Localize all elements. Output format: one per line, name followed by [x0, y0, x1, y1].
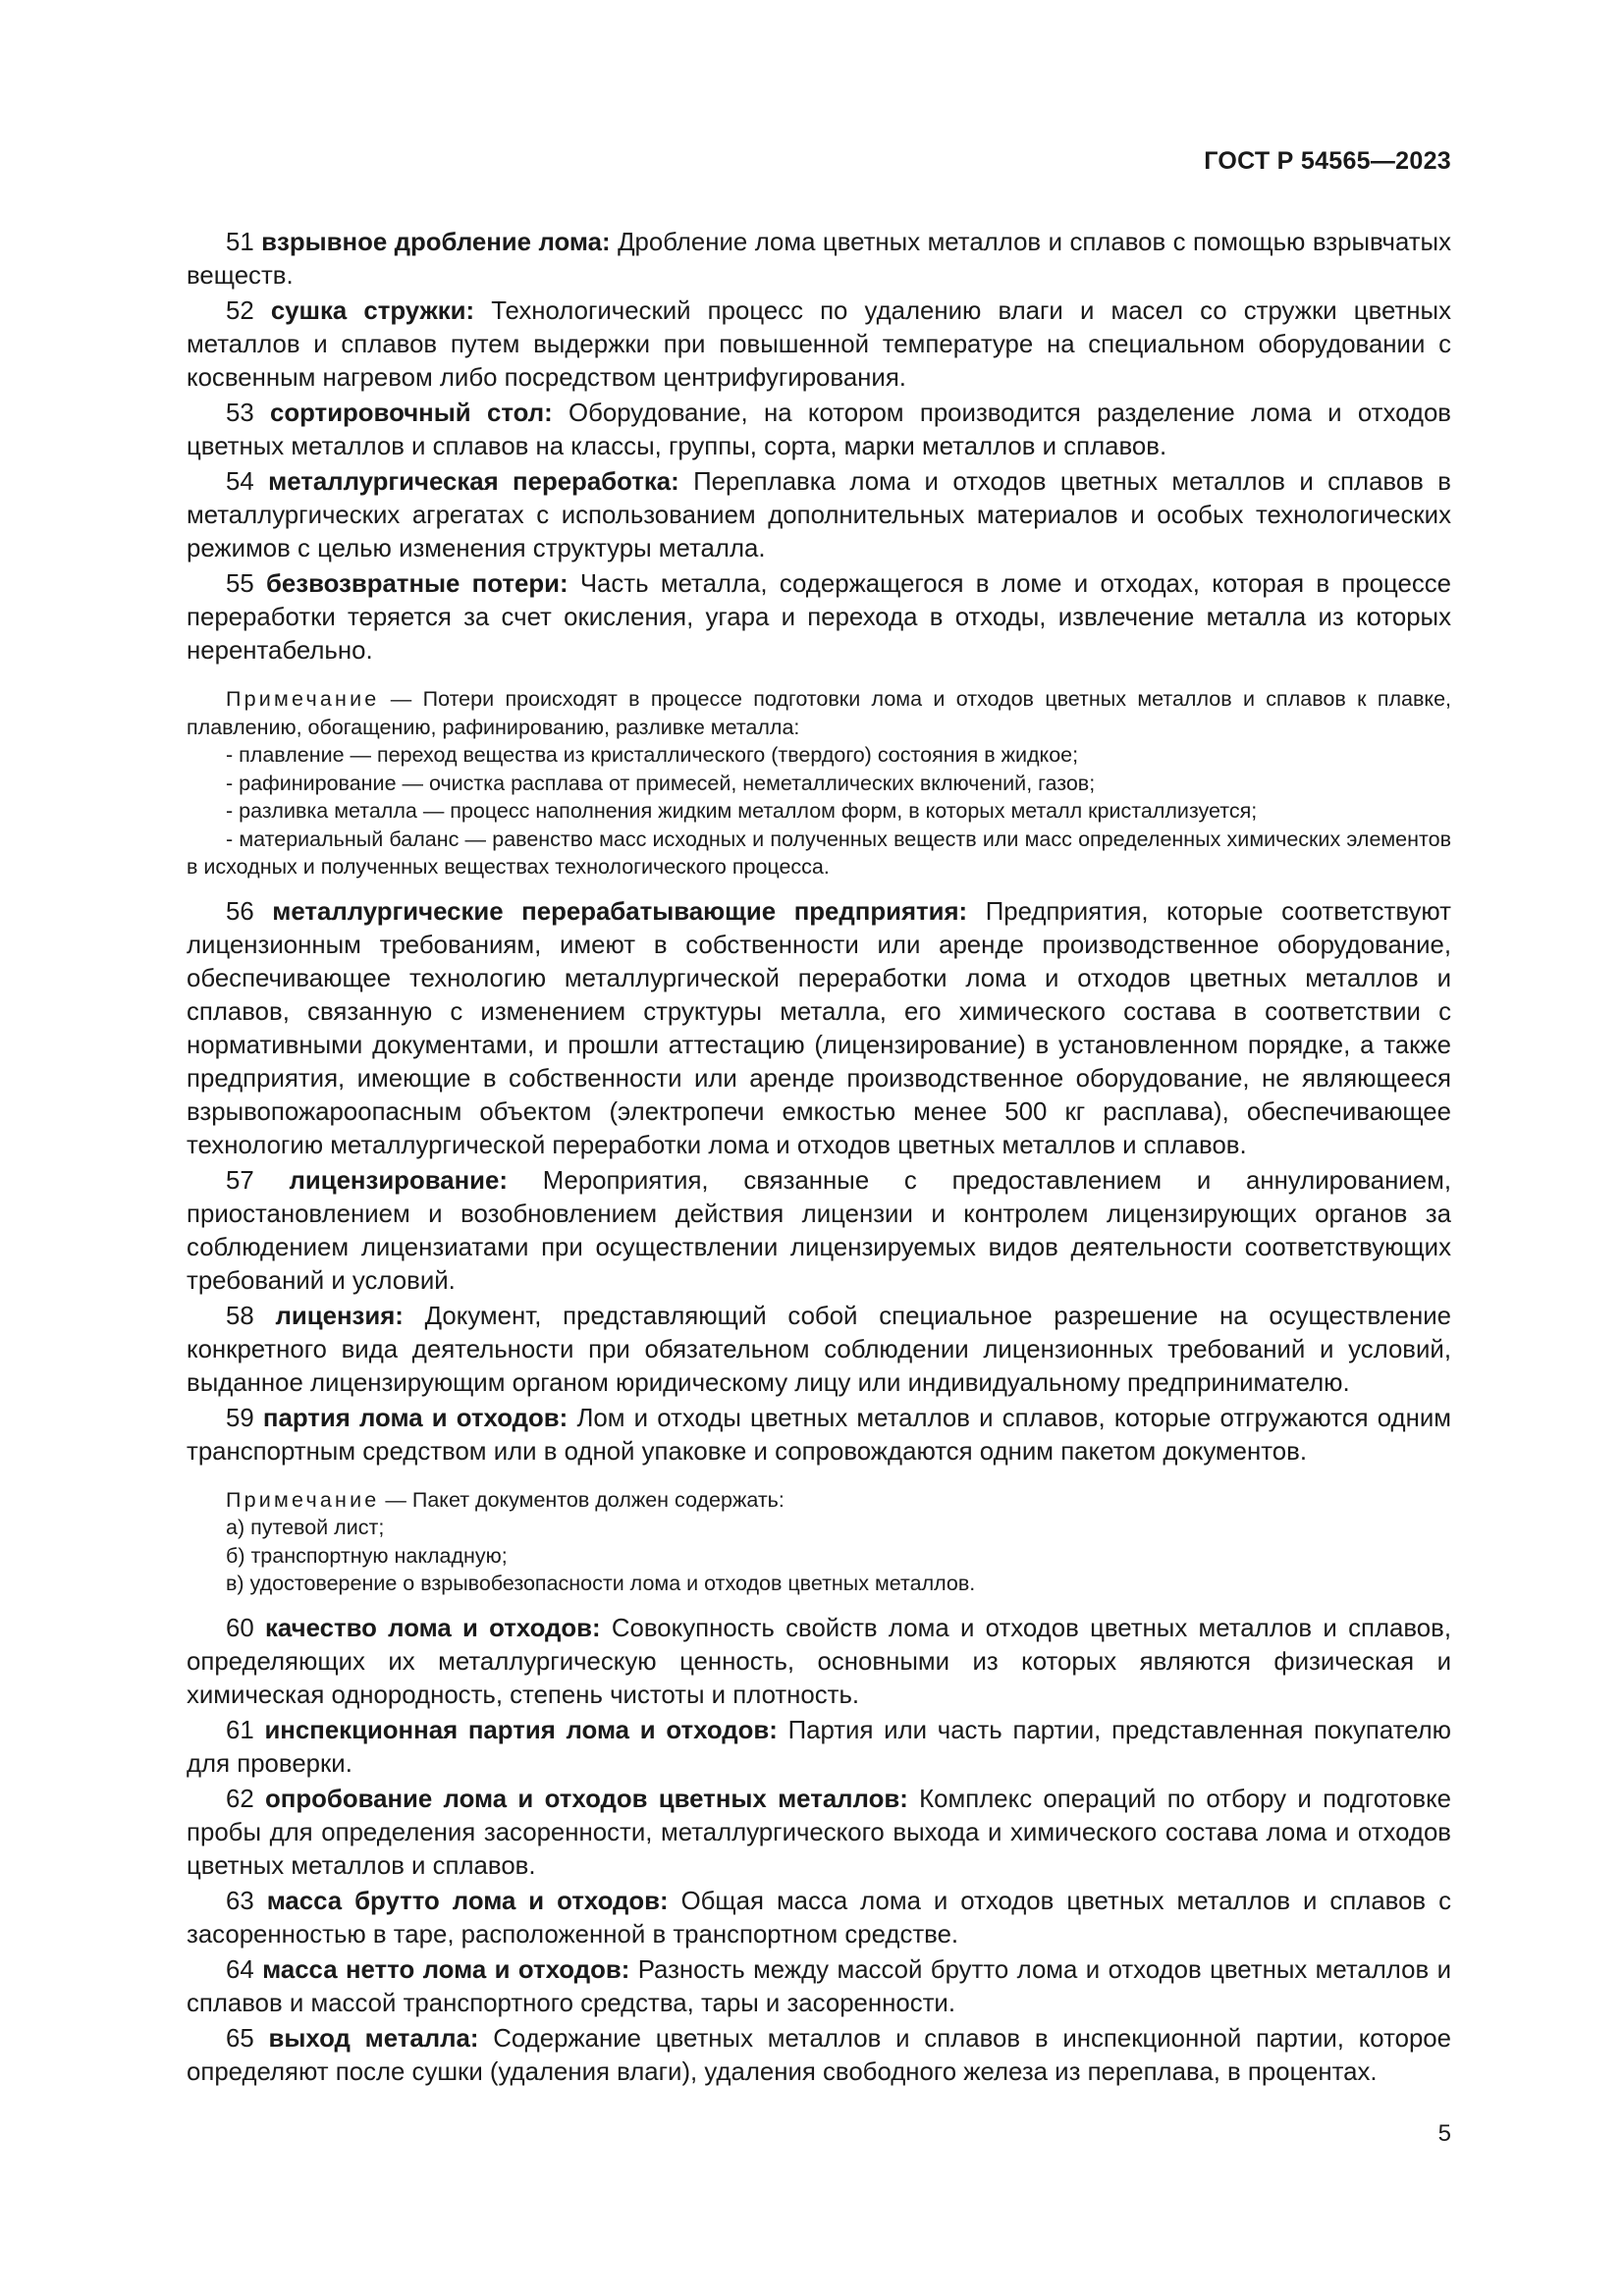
term-definition: Комплекс операций по отбору и подготовке пробы для определения засоренности, металлургического выхода и химического состава лома и отходов цветных металлов и сплавов. — [187, 1785, 1451, 1880]
page-number: 5 — [1437, 2120, 1451, 2147]
note-item: а) путевой лист; — [226, 1516, 385, 1539]
term-number: 62 — [226, 1785, 254, 1813]
note-item: - плавление — переход вещества из кристаллического (твердого) состояния в жидкое; — [226, 743, 1079, 767]
term-name: металлургические перерабатывающие предприятия: — [272, 897, 968, 926]
term-entry-52 — [187, 294, 1451, 395]
note-item: - материальный баланс — равенство масс исходных и полученных веществ или масс определенных химических элементов в исходных и полученных веществах технологического процесса. — [187, 827, 1451, 879]
note-item: - рафинирование — очистка расплава от примесей, неметаллических включений, газов; — [226, 771, 1096, 795]
term-entry-58 — [187, 1300, 1451, 1400]
term-name: качество лома и отходов: — [265, 1614, 601, 1642]
term-name: лицензирование: — [289, 1166, 508, 1195]
term-entry-53 — [187, 397, 1451, 463]
term-definition: Документ, представляющий собой специальное разрешение на осуществление конкретного вида деятельности при обязательном соблюдении лицензионных требований и условий, выданное лицензирующим органом юридическому лицу или индивидуальному предпринимателю. — [187, 1302, 1452, 1397]
term-definition: Разность между массой брутто лома и отходов цветных металлов и сплавов и массой транспортного средства, тары и засоренности. — [187, 1955, 1452, 2017]
term-definition: Переплавка лома и отходов цветных металлов и сплавов в металлургических агрегатах с использованием дополнительных материалов и особых технологических режимов с целью изменения структуры металла. — [187, 468, 1451, 562]
term-name: выход металла: — [268, 2024, 479, 2053]
note-text: — Потери происходят в процессе подготовки лома и отходов цветных металлов и сплавов к плавке, плавлению, обогащению, рафинированию, разливке металла: — [187, 687, 1451, 739]
term-entry-63 — [187, 1885, 1451, 1951]
term-name: лицензия: — [275, 1302, 404, 1330]
term-number: 57 — [226, 1166, 254, 1195]
term-definition: Предприятия, которые соответствуют лицензионным требованиям, имеют в собственности или аренде производственное оборудование, обеспечивающее технологию металлургической переработки лома и отходов цветных металлов и сплавов, связанную с изменением структуры металла, его химического состава в соответствии с нормативными документами, и прошли аттестацию (лицензирование) в установленном порядке, а также предприятия, имеющие в собственности или аренде производственное оборудование, не являющееся взрывопожароопасным объектом (электропечи емкостью менее 500 кг расплава), обеспечивающее технологию металлургической переработки лома и отходов цветных металлов и сплавов. — [187, 897, 1451, 1159]
term-number: 58 — [226, 1302, 254, 1330]
note-heading — [187, 685, 1451, 741]
term-number: 63 — [226, 1887, 254, 1915]
term-number: 65 — [226, 2024, 254, 2053]
term-definition: Лом и отходы цветных металлов и сплавов, которые отгружаются одним транспортным средством или в одной упаковке и сопровождаются одним пакетом документов. — [187, 1404, 1451, 1466]
term-name: масса брутто лома и отходов: — [266, 1887, 669, 1915]
terms-block-51-55 — [187, 226, 1451, 667]
term-name: металлургическая переработка: — [268, 468, 679, 496]
note-item: б) транспортную накладную; — [226, 1543, 508, 1568]
note-item: - разливка металла — процесс наполнения жидким металлом форм, в которых металл кристаллизуется; — [226, 799, 1258, 823]
term-definition: Содержание цветных металлов и сплавов в инспекционной партии, которое определяют после сушки (удаления влаги), удаления свободного железа из переплава, в процентах. — [187, 2024, 1452, 2086]
note-item: в) удостоверение о взрывобезопасности лома и отходов цветных металлов. — [226, 1572, 976, 1595]
term-entry-56 — [187, 895, 1451, 1162]
term-entry-60 — [187, 1612, 1451, 1712]
note-heading — [187, 1486, 1451, 1515]
term-name: безвозвратные потери: — [265, 570, 568, 598]
term-entry-61 — [187, 1714, 1451, 1781]
document-body — [187, 226, 1451, 2091]
term-name: партия лома и отходов: — [262, 1404, 568, 1432]
note-losses — [187, 685, 1451, 881]
term-definition: Технологический процесс по удалению влаги и масел со стружки цветных металлов и сплавов путем выдержки при повышенной температуре на специальном оборудовании с косвенным нагревом либо посредством центрифугирования. — [187, 297, 1451, 392]
note-documents — [187, 1486, 1451, 1598]
term-entry-64 — [187, 1953, 1451, 2020]
term-definition: Общая масса лома и отходов цветных металлов и сплавов с засоренностью в таре, расположенной в транспортном средстве. — [187, 1887, 1451, 1949]
term-number: 55 — [226, 570, 254, 598]
term-entry-59 — [187, 1402, 1451, 1468]
terms-block-60-65 — [187, 1612, 1451, 2089]
term-definition: Совокупность свойств лома и отходов цветных металлов и сплавов, определяющих их металлургическую ценность, основными из которых являются физическая и химическая однородность, степень чистоты и плотность. — [187, 1614, 1451, 1709]
term-number: 60 — [226, 1614, 254, 1642]
term-number: 64 — [226, 1955, 254, 1984]
term-number: 51 — [226, 229, 254, 256]
term-definition: Часть металла, содержащегося в ломе и отходах, которая в процессе переработки теряется за счет окисления, угара и перехода в отходы, извлечение металла из которых нерентабельно. — [187, 570, 1451, 665]
term-number: 59 — [226, 1404, 254, 1432]
term-entry-57 — [187, 1164, 1451, 1298]
term-name: сушка стружки: — [270, 297, 475, 325]
term-name: взрывное дробление лома: — [261, 229, 611, 256]
term-number: 56 — [226, 897, 254, 926]
term-definition: Дробление лома цветных металлов и сплавов с помощью взрывчатых веществ. — [187, 229, 1452, 290]
document-header: ГОСТ Р 54565—2023 — [1204, 147, 1451, 175]
term-definition: Мероприятия, связанные с предоставлением и аннулированием, приостановлением и возобновлением действия лицензии и контролем лицензирующих органов за соблюдением лицензиатами при осуществлении лицензируемых видов деятельности соответствующих требований и условий. — [187, 1166, 1452, 1295]
terms-block-56-59 — [187, 895, 1451, 1468]
term-definition: Оборудование, на котором производится разделение лома и отходов цветных металлов и сплавов на классы, группы, сорта, марки металлов и сплавов. — [187, 400, 1451, 460]
term-definition: Партия или часть партии, представленная покупателю для проверки. — [187, 1716, 1452, 1778]
term-name: сортировочный стол: — [270, 400, 553, 427]
term-entry-54 — [187, 465, 1451, 565]
term-name: опробование лома и отходов цветных металлов: — [265, 1785, 908, 1813]
note-label: Примечание — [226, 1487, 380, 1512]
term-number: 61 — [226, 1716, 254, 1744]
term-entry-55 — [187, 567, 1451, 667]
term-entry-62 — [187, 1783, 1451, 1883]
term-number: 52 — [226, 297, 254, 325]
term-name: инспекционная партия лома и отходов: — [264, 1716, 778, 1744]
term-number: 53 — [226, 400, 254, 427]
term-name: масса нетто лома и отходов: — [262, 1955, 630, 1984]
term-entry-65 — [187, 2022, 1451, 2089]
note-label: Примечание — [226, 687, 380, 711]
term-number: 54 — [226, 468, 254, 496]
note-text: — Пакет документов должен содержать: — [379, 1487, 785, 1512]
term-entry-51 — [187, 226, 1451, 293]
